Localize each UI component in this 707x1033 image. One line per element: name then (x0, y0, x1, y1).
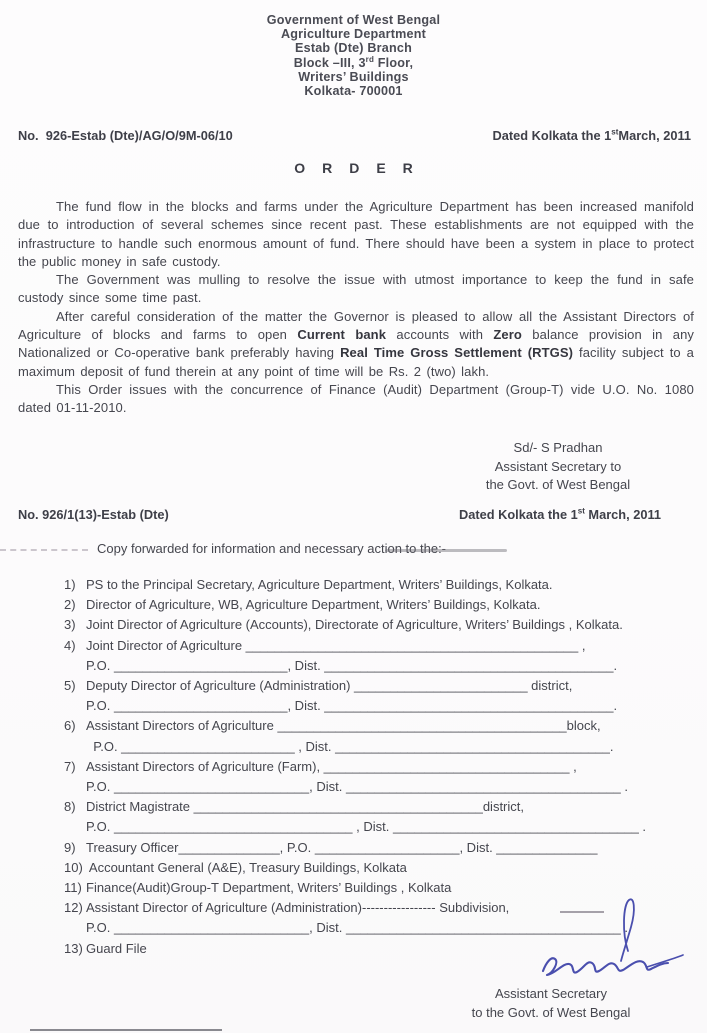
signatory-title: Assistant Secretary to (494, 458, 622, 474)
list-item-text: Guard File (86, 940, 147, 956)
memo-number-2: No. 926/1(13)-Estab (Dte) (18, 507, 169, 522)
paragraph-1: The fund flow in the blocks and farms under the Agriculture Department has been increased manifold due to introduction of several schemes since recent past. These establishments are not equipped with the infrastructure to handle such enormous amount of fund. There should have been a system in place to protect the public money in safe custody. (18, 199, 694, 269)
memo-date: Dated Kolkata the 1stMarch, 2011 (492, 127, 691, 143)
memo-number: No. 926-Estab (Dte)/AG/O/9M-06/10 (18, 128, 233, 143)
signatory-title: the Govt. of West Bengal (485, 477, 631, 492)
list-item-number: 6) (64, 718, 76, 734)
list-item (64, 575, 692, 595)
list-item-text: Assistant Director of Agriculture (Administration)----------------- Subdivision, P.O. ___________________________, Dist. ______________________________________ . (86, 900, 628, 936)
paragraph-3: After careful consideration of the matter the Governor is pleased to allow all the Assistant Directors of Agriculture of blocks and farms to open Current bank accounts with Zero balance provision in any Nationalized or Co-operative bank preferably having Real Time Gross Settlement (RTGS) facility subject to a maximum deposit of fund therein at any point of time will be Rs. 2 (two) lakh. (18, 308, 695, 379)
paragraph-4: This Order issues with the concurrence of Finance (Audit) Department (Group-T) vide U.O. No. 1080 dated 01-11-2010. (18, 381, 694, 416)
list-item (64, 797, 692, 837)
letterhead-line: Estab (Dte) Branch (295, 41, 412, 56)
list-item-text: Director of Agriculture, WB, Agriculture Department, Writers’ Buildings, Kolkata. (86, 597, 541, 613)
order-heading: ORDER (294, 160, 430, 176)
list-item (64, 615, 692, 635)
memo-date-2: Dated Kolkata the 1st March, 2011 (458, 506, 661, 522)
footer-signatory-title: to the Govt. of West Bengal (471, 1005, 631, 1020)
list-item-number: 13) (64, 940, 83, 956)
list-item-text: Joint Director of Agriculture ______________________________________________ , P.O. ________________________, Dist. ________________________________________. (86, 637, 618, 673)
list-item (64, 595, 692, 615)
list-item (64, 838, 692, 858)
list-item-text: Assistant Directors of Agriculture (Farm), __________________________________ , P.O. ___________________________, Dist. ______________________________________ . (86, 758, 628, 795)
order-body (18, 198, 694, 418)
letterhead-line: Writers’ Buildings (298, 69, 409, 84)
paragraph-2: The Government was mulling to resolve the issue with utmost importance to keep the fund in safe custody since some time past. (18, 272, 694, 306)
forwarding-intro: Copy forwarded for information and necessary action to the:- (97, 541, 447, 556)
list-item-text: PS to the Principal Secretary, Agriculture Department, Writers’ Buildings, Kolkata. (86, 577, 553, 592)
list-item-number: 11) (64, 880, 82, 896)
list-item-text: Assistant Directors of Agriculture ________________________________________block, P.O. ________________________ , Dist. ______________________________________. (86, 718, 614, 754)
list-item-number: 9) (64, 839, 76, 855)
scan-artifact-bottom-edge (30, 1029, 222, 1031)
list-item (64, 676, 692, 716)
letterhead-line: Kolkata- 700001 (304, 84, 403, 99)
list-item-number: 8) (64, 799, 76, 815)
scan-artifact-dashed-line (0, 549, 88, 551)
list-item-number: 1) (64, 577, 76, 592)
list-item-text: Treasury Officer______________, P.O. ____________________, Dist. ______________ (86, 839, 598, 855)
list-item-number: 2) (64, 597, 76, 613)
handwritten-signature-icon (535, 893, 687, 993)
list-item (64, 757, 692, 797)
list-item-number: 4) (64, 637, 76, 653)
list-item-number: 10) (64, 859, 83, 875)
list-item-number: 5) (64, 678, 76, 694)
letterhead (0, 13, 707, 98)
list-item (64, 716, 692, 756)
list-item (64, 858, 692, 878)
footer-signatory-title: Assistant Secretary (495, 986, 607, 1001)
signatory-name: Sd/- S Pradhan (513, 440, 603, 455)
list-item-text: Accountant General (A&E), Treasury Buildings, Kolkata (86, 859, 407, 875)
letterhead-line: Government of West Bengal (266, 13, 441, 27)
list-item-number: 3) (64, 617, 76, 633)
list-item-text: Joint Director of Agriculture (Accounts), Directorate of Agriculture, Writers’ Buildings , Kolkata. (86, 617, 623, 633)
letterhead-line: Agriculture Department (280, 27, 427, 42)
signatory-block (437, 439, 679, 495)
list-item (64, 636, 692, 676)
letterhead-line: Block –III, 3rd Floor, (293, 54, 414, 70)
list-item-number: 7) (64, 758, 76, 774)
list-item-number: 12) (64, 900, 83, 916)
list-item-text: Deputy Director of Agriculture (Administration) ________________________ district, P.O. ________________________, Dist. ________________________________________. (86, 678, 618, 714)
footer-signatory (430, 984, 672, 1022)
list-item-text: District Magistrate ________________________________________district, P.O. _________________________________ , Dist. __________________________________ . (86, 799, 647, 835)
list-item-text: Finance(Audit)Group-T Department, Writers’ Buildings , Kolkata (86, 880, 452, 896)
